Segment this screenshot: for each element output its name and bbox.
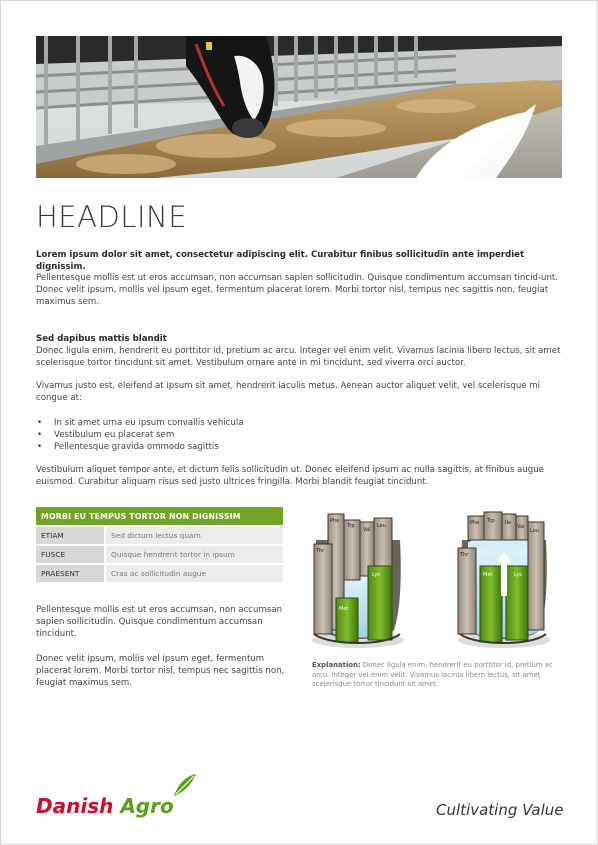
svg-text:Val: Val bbox=[363, 527, 371, 533]
logo-word-danish: Danish bbox=[36, 794, 114, 818]
hero-photo bbox=[36, 36, 562, 178]
table-row bbox=[36, 526, 283, 545]
headline: HEADLINE bbox=[36, 200, 188, 234]
table-value: Cras ac sollicitudin augue bbox=[105, 564, 283, 583]
danish-agro-logo bbox=[36, 772, 206, 824]
closing-paragraph: Vestibulum aliquet tempor ante, et dictum felis sollicitudin ut. Donec eleifend ipsum ac nulla sagittis, at finibus augue euismod. Curabitur aliquam risus sed justo ultrices fringilla. Morbi blandit feugiat tincidunt. bbox=[36, 465, 544, 487]
svg-text:Met: Met bbox=[339, 606, 349, 612]
svg-text:Phe: Phe bbox=[470, 520, 480, 526]
svg-text:Thr: Thr bbox=[460, 552, 469, 558]
barrel-left bbox=[312, 514, 404, 648]
bullet-list bbox=[36, 418, 536, 453]
section-paragraph: Vivamus justo est, eleifend at ipsum sit amet, hendrerit iaculis metus. Aenean auctor aliquet velit, vel scelerisque mi congue at: bbox=[36, 381, 541, 403]
svg-text:Ile: Ile bbox=[505, 520, 511, 526]
lead-paragraph: Lorem ipsum dolor sit amet, consectetur adipiscing elit. Curabitur finibus sollicitudin ante imperdiet dignissim. bbox=[36, 250, 525, 272]
svg-text:Leu: Leu bbox=[530, 528, 539, 534]
table-key: FUSCE bbox=[36, 545, 105, 564]
section-subhead: Sed dapibus mattis blandit bbox=[36, 334, 167, 344]
list-item: • Vestibulum eu placerat sem bbox=[36, 430, 536, 442]
leaf-icon bbox=[172, 772, 198, 798]
svg-text:Thr: Thr bbox=[316, 548, 325, 554]
column-paragraph: Donec velit ipsum, mollis vel ipsum eget, fermentum placerat lorem. Morbi tortor nisl, tempus nec sagittis non, feugiat maximus sem. bbox=[36, 654, 285, 688]
barrel-right bbox=[458, 512, 550, 648]
logo-word-agro: Agro bbox=[120, 794, 174, 818]
section-body: Donec ligula enim, hendrerit eu porttitor id, pretium ac arcu. Integer vel enim velit. Vivamus lacinia libero lectus, sit amet scelerisque tortor tincidunt sit amet. Vestibulum ornare ante in mi tincidunt, sed viverra orci auctor. bbox=[36, 345, 561, 368]
barrel-diagrams bbox=[306, 500, 562, 650]
table-value: Quisque hendrerit tortor in ipsum bbox=[105, 545, 283, 564]
table-key: ETIAM bbox=[36, 526, 105, 545]
svg-text:Val: Val bbox=[517, 524, 525, 530]
caption-text: Donec ligula enim, hendrerit eu porttitor id, pretium ac arcu. Integer vel enim velit. Vivamus lacinia libero lectus, sit amet scelerisque tortor tincidunt sit amet. bbox=[312, 661, 553, 689]
table-key: PRAESENT bbox=[36, 564, 105, 583]
table-row bbox=[36, 545, 283, 564]
list-item: • In sit amet urna eu ipsum convallis vehicula bbox=[36, 418, 536, 430]
svg-text:Trp: Trp bbox=[487, 518, 495, 524]
section-block bbox=[36, 334, 562, 369]
info-table bbox=[36, 507, 283, 584]
column-paragraph: Pellentesque mollis est ut eros accumsan, non accumsan sapien sollicitudin. Quisque condimentum accumsan tincidunt. bbox=[36, 605, 283, 639]
svg-text:Phe: Phe bbox=[330, 518, 340, 524]
intro-paragraph: Pellentesque mollis est ut eros accumsan, non accumsan sapien sollicitudin. Quisque condimentum accumsan tincid-unt. Donec velit ipsum, mollis vel ipsum eget, fermentum placerat lorem. Morbi tortor nisl, tempus nec sagittis non, feugiat maximus sem. bbox=[36, 273, 559, 307]
svg-text:Leu: Leu bbox=[377, 523, 386, 529]
table-value: Sed dictum lectus quam bbox=[105, 526, 283, 545]
svg-text:Met: Met bbox=[483, 572, 493, 578]
list-item: • Pellentesque gravida ommodo sagittis bbox=[36, 442, 536, 454]
svg-text:Lys: Lys bbox=[514, 572, 522, 578]
table-row bbox=[36, 564, 283, 583]
table-title: MORBI EU TEMPUS TORTOR NON DIGNISSIM bbox=[36, 507, 283, 526]
svg-text:Trp: Trp bbox=[347, 523, 355, 529]
svg-text:Lys: Lys bbox=[372, 572, 380, 578]
figure-caption bbox=[312, 661, 562, 690]
caption-label: Explanation: bbox=[312, 661, 361, 669]
tagline: Cultivating Value bbox=[436, 801, 564, 819]
